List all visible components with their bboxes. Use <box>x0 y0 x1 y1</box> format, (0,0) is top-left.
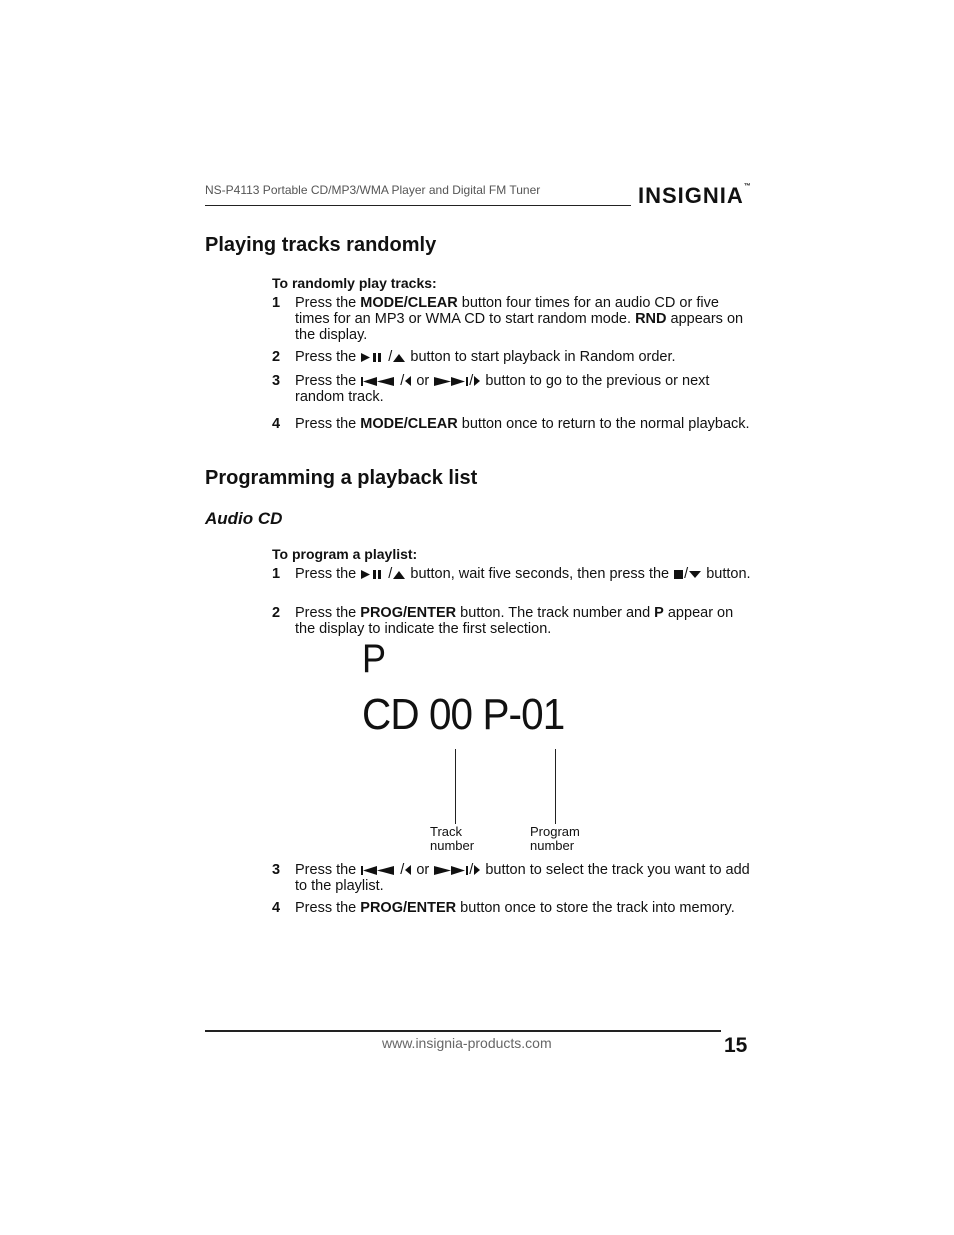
step-text: appear on the display to indicate the first selection. <box>295 605 734 637</box>
skip-back-icon <box>360 865 396 876</box>
play-pause-icon <box>360 569 384 580</box>
stop-icon <box>673 569 684 580</box>
step-text: appears on the display. <box>295 311 744 343</box>
step-program-3: 3 Press the / or / button to select the track you want to add to the playlist. <box>272 862 750 894</box>
trademark-mark: ™ <box>743 183 751 190</box>
callout-program-number <box>530 825 580 853</box>
header-divider <box>205 205 631 206</box>
step-text: button once to store the track into memory. <box>456 900 735 916</box>
eject-up-icon <box>392 352 406 363</box>
display-indicator: RND <box>635 311 667 327</box>
page-number: 15 <box>724 1034 748 1057</box>
step-random-2: 2 Press the / button to start playback in Random order. <box>272 349 676 365</box>
callout-track-number <box>430 825 474 853</box>
step-program-1: 1 Press the / button, wait five seconds, then press the / button. <box>272 566 751 582</box>
step-random-3: 3 Press the / or / button to go to the previous or next random track. <box>272 373 710 405</box>
step-number: 3 <box>272 373 281 389</box>
step-text: button to go to the previous or next random track. <box>295 373 710 405</box>
step-number: 2 <box>272 605 281 621</box>
display-indicator: P <box>654 605 664 621</box>
step-text: Press the <box>295 416 361 432</box>
eject-up-icon <box>392 569 406 580</box>
step-number: 4 <box>272 416 281 432</box>
brand-logo-text: INSIGNIA <box>638 183 744 208</box>
step-text: button. The track number and <box>456 605 655 621</box>
step-text: or <box>412 862 434 878</box>
step-text: button. <box>706 566 751 582</box>
button-name: PROG/ENTER <box>360 900 457 916</box>
instructions-lead-random: To randomly play tracks: <box>272 275 437 291</box>
skip-forward-icon <box>433 376 469 387</box>
callout-line-track <box>455 749 456 824</box>
button-name: MODE/CLEAR <box>360 295 458 311</box>
step-text: button, wait five seconds, then press the <box>410 566 674 582</box>
skip-forward-icon <box>433 865 469 876</box>
footer-url: www.insignia-products.com <box>382 1035 552 1051</box>
callout-text: Track <box>430 824 463 839</box>
instructions-lead-program: To program a playlist: <box>272 546 418 562</box>
right-arrow-icon <box>473 864 481 876</box>
step-text: Press the <box>295 862 361 878</box>
step-text: button four times for an audio CD or five times for an MP3 or WMA CD to start random mode. <box>295 295 719 327</box>
callout-text: number <box>530 838 575 853</box>
step-text: Press the <box>295 900 361 916</box>
step-program-4 <box>272 900 752 916</box>
step-number: 1 <box>272 295 281 311</box>
step-text: Press the <box>295 373 361 389</box>
section-heading-random: Playing tracks randomly <box>205 234 437 256</box>
step-text: button to select the track you want to add to the playlist. <box>295 862 750 894</box>
play-pause-icon <box>360 352 384 363</box>
down-icon <box>688 569 702 580</box>
section-heading-program: Programming a playback list <box>205 467 478 489</box>
step-text: Press the <box>295 605 361 621</box>
button-name: MODE/CLEAR <box>360 416 458 432</box>
step-text: button once to return to the normal playback. <box>457 416 750 432</box>
skip-back-icon <box>360 376 396 387</box>
footer-divider <box>205 1030 721 1032</box>
step-random-4 <box>272 416 752 432</box>
step-random-1 <box>272 295 752 343</box>
button-name: PROG/ENTER <box>360 605 457 621</box>
brand-logo <box>638 183 751 209</box>
step-number: 4 <box>272 900 281 916</box>
step-text: Press the <box>295 566 361 582</box>
right-arrow-icon <box>473 375 481 387</box>
step-number: 3 <box>272 862 281 878</box>
callout-text: number <box>430 838 475 853</box>
header-title: NS-P4113 Portable CD/MP3/WMA Player and Digital FM Tuner <box>205 183 541 197</box>
display-readout: CD 00 P-01 <box>362 690 565 739</box>
step-text: Press the <box>295 349 361 365</box>
step-text: or <box>412 373 434 389</box>
step-text: button to start playback in Random order. <box>410 349 676 365</box>
step-number: 1 <box>272 566 281 582</box>
subsection-heading-audio-cd: Audio CD <box>205 509 283 528</box>
step-number: 2 <box>272 349 281 365</box>
callout-line-program <box>555 749 556 824</box>
step-program-2 <box>272 605 752 637</box>
callout-text: Program <box>530 824 580 839</box>
step-text: Press the <box>295 295 361 311</box>
display-indicator-p: P <box>362 637 387 681</box>
